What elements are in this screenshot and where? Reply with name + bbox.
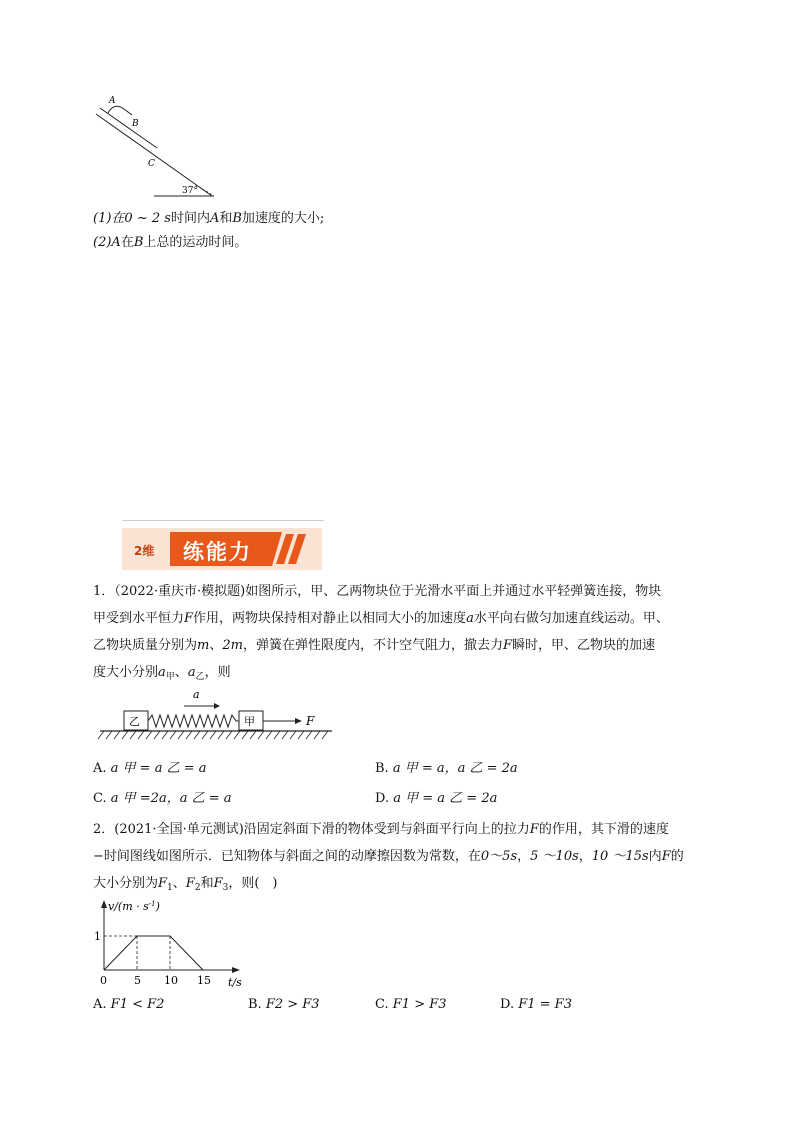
problem2-option-d[interactable]: D. F1 = F3 bbox=[500, 997, 572, 1012]
y-tick-1: 1 bbox=[94, 930, 101, 943]
y-axis-label: $v/(m \cdot s^{-1})$ bbox=[108, 900, 160, 913]
problem1-option-a[interactable]: A. a 甲 = a 乙 = a bbox=[93, 761, 207, 776]
label-a: A bbox=[109, 96, 116, 106]
problem2-option-b[interactable]: B. F2 > F3 bbox=[248, 997, 320, 1012]
problem2-line1: 2．(2021·全国·单元测试)沿固定斜面下滑的物体受到与斜面平行向上的拉力F的作用，其下滑的速度 bbox=[93, 822, 669, 837]
force-label: F bbox=[306, 714, 315, 728]
y-axis-arrow bbox=[101, 900, 107, 908]
spring bbox=[148, 715, 239, 727]
force-arrow-head bbox=[295, 718, 302, 724]
x-tick-5: 5 bbox=[134, 974, 141, 987]
problem2-line2: −时间图线如图所示．已知物体与斜面之间的动摩擦因数为常数，在0～5s，5 ～10s，10 ～15s内F的 bbox=[93, 849, 684, 864]
banner-level: 2维 bbox=[134, 544, 155, 558]
angle-label: 37° bbox=[182, 186, 198, 196]
block-jia-label: 甲 bbox=[244, 715, 255, 728]
incline-figure bbox=[92, 92, 222, 202]
x-axis-label: t/s bbox=[228, 976, 242, 989]
accel-arrow-head bbox=[214, 703, 220, 709]
spring-figure bbox=[96, 686, 341, 744]
incline-surface bbox=[96, 114, 212, 196]
x-tick-15: 15 bbox=[197, 974, 211, 987]
label-c: C bbox=[148, 159, 155, 169]
vt-graph bbox=[92, 896, 257, 990]
prev-question-1: (1)在0 ~ 2 s时间内A和B加速度的大小; bbox=[93, 211, 325, 226]
problem2-option-c[interactable]: C. F1 > F3 bbox=[375, 997, 447, 1012]
banner-title: 练能力 bbox=[183, 540, 252, 564]
problem1-option-c[interactable]: C. a 甲 =2a，a 乙 = a bbox=[93, 791, 232, 806]
accel-label: a bbox=[193, 688, 200, 701]
x-axis-arrow bbox=[232, 967, 240, 973]
x-tick-0: 0 bbox=[100, 974, 107, 987]
block-a bbox=[108, 106, 132, 115]
prev-question-2: (2)A在B上总的运动时间。 bbox=[93, 235, 248, 250]
problem1-line1: 1．（2022·重庆市·模拟题)如图所示，甲、乙两物块位于光滑水平面上并通过水平轻弹簧连接，物块 bbox=[93, 584, 662, 599]
section-divider bbox=[122, 520, 324, 521]
problem2-line3: 大小分别为$F_1$、$F_2$和$F_3$，则( ) bbox=[93, 876, 278, 893]
label-b: B bbox=[132, 119, 139, 129]
problem1-line4: 度大小分别$a_甲$、$a_乙$，则 bbox=[93, 665, 231, 682]
incline-board bbox=[100, 108, 157, 148]
problem1-option-b[interactable]: B. a 甲 = a，a 乙 = 2a bbox=[375, 761, 518, 776]
problem1-line3: 乙物块质量分别为m、2m，弹簧在弹性限度内，不计空气阻力，撤去力F瞬时，甲、乙物块的加速 bbox=[93, 638, 656, 653]
x-tick-10: 10 bbox=[164, 974, 178, 987]
ground-hatch bbox=[98, 731, 328, 739]
problem2-option-a[interactable]: A. F1 < F2 bbox=[93, 997, 165, 1012]
block-yi-label: 乙 bbox=[129, 715, 140, 728]
vt-series-line bbox=[104, 936, 203, 970]
problem1-option-d[interactable]: D. a 甲 = a 乙 = 2a bbox=[375, 791, 498, 806]
problem1-line2: 甲受到水平恒力F作用，两物块保持相对静止以相同大小的加速度a水平向右做匀加速直线运动。甲、 bbox=[93, 611, 669, 626]
